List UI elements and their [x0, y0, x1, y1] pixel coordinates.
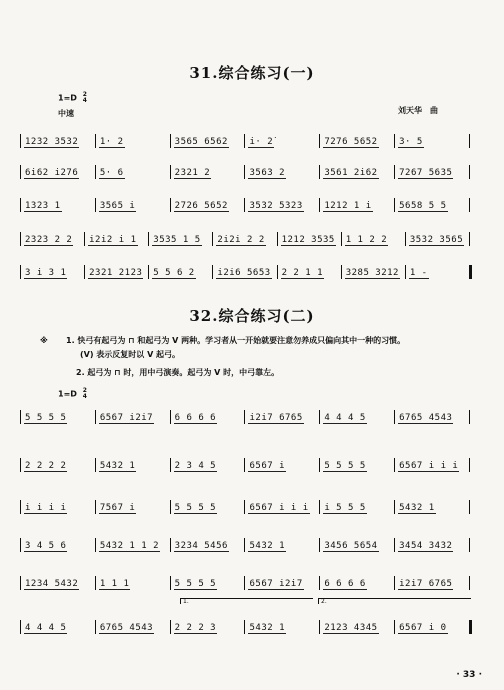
score-line [20, 410, 470, 424]
notes: 3535 1 5 [153, 235, 201, 245]
notes: 1· 2 [99, 137, 124, 147]
notes: 3532 3565 [409, 235, 464, 245]
notes: 7267 5635 [399, 168, 453, 178]
notes: 5 5 5 5 [174, 579, 217, 589]
score-line [20, 232, 470, 246]
notes: i2i7 6765 [399, 579, 453, 589]
measure [320, 458, 395, 472]
notes: 1212 3535 [281, 235, 335, 245]
score-line [20, 538, 470, 552]
measure [171, 410, 246, 424]
time-top: 2 [82, 387, 87, 394]
time-bottom: 4 [82, 393, 87, 400]
notes: 5432 1 [249, 541, 285, 551]
notes: 3 i 3 1 [25, 268, 67, 278]
notes: 7276 5652 [324, 137, 378, 147]
notes: 5 5 5 5 [324, 461, 366, 471]
notes: 5432 1 1 2 [99, 541, 160, 551]
notes: 6i62 i276 [25, 168, 79, 178]
measure [406, 265, 469, 279]
measure [395, 500, 469, 514]
measure [213, 265, 277, 279]
time-top: 2 [82, 91, 87, 98]
notes: 2 2 2 2 [25, 461, 67, 471]
piece31-key [58, 92, 87, 104]
notes: 5 5 6 2 [153, 268, 195, 278]
notes: 3· 5 [399, 137, 423, 147]
notes: 2 3 4 5 [174, 461, 217, 471]
measure [245, 165, 320, 179]
measure [395, 620, 469, 634]
measure [21, 265, 85, 279]
notes: 4 4 4 5 [25, 623, 67, 633]
volta-1: 1. [180, 598, 313, 604]
notes: i· 2̇ [249, 137, 274, 147]
score-line [20, 620, 472, 634]
notes: 2321 2123 [89, 268, 143, 278]
notes: 6567 i2i7 [249, 579, 303, 589]
page-number: · 33 · [456, 670, 482, 680]
measure [149, 232, 213, 246]
measure [395, 458, 469, 472]
measure [149, 265, 213, 279]
measure [171, 458, 246, 472]
measure [21, 410, 96, 424]
notes: 3234 5456 [174, 541, 228, 551]
notes: 6567 i2i7 [99, 413, 154, 423]
measure [96, 198, 171, 212]
notes: 6567 i i i [399, 461, 459, 471]
notes: 1 - [409, 268, 428, 278]
measure [342, 232, 406, 246]
measure [96, 165, 171, 179]
measure [21, 232, 85, 246]
notes: 6567 i [249, 461, 285, 471]
measure [278, 232, 342, 246]
measure [245, 538, 320, 552]
notes: 6 6 6 6 [174, 413, 217, 423]
notes: 2 2 2 3 [174, 623, 217, 633]
measure [245, 458, 320, 472]
notes: 1 1 1 [99, 579, 130, 589]
notes: 1323 1 [25, 201, 61, 211]
notes: i2i7 6765 [249, 413, 303, 423]
measure [171, 620, 246, 634]
key-signature: 1=D [58, 389, 77, 399]
measure [21, 165, 96, 179]
measure [395, 410, 469, 424]
notes: 3285 3212 [345, 268, 399, 278]
score-line [20, 134, 470, 148]
measure [395, 576, 469, 590]
measure [96, 410, 171, 424]
measure [245, 134, 320, 148]
measure [21, 538, 96, 552]
notes: 5· 6 [99, 168, 124, 178]
notes: i2i6 5653 [217, 268, 271, 278]
notes: 6567 i i i [249, 503, 309, 513]
measure [320, 198, 395, 212]
score-line [20, 500, 470, 514]
measure [245, 620, 320, 634]
piece32-key [58, 388, 87, 400]
measure [21, 134, 96, 148]
notes: 5 5 5 5 [174, 503, 217, 513]
measure [320, 620, 395, 634]
key-signature: 1=D [58, 93, 77, 103]
notes: 4 4 4 5 [324, 413, 366, 423]
measure [171, 538, 246, 552]
notes: 2323 2 2 [25, 235, 73, 245]
notes: 1232 3532 [25, 137, 79, 147]
measure [85, 265, 149, 279]
score-line [20, 576, 470, 590]
note-2: 2. 起弓为 ⊓ 时，用中弓演奏。起弓为 V 时，中弓靠左。 [76, 368, 280, 377]
measure [395, 538, 469, 552]
measure [245, 198, 320, 212]
notes: 6567 i 0 [399, 623, 447, 633]
measure [278, 265, 342, 279]
measure [96, 576, 171, 590]
measure [85, 232, 149, 246]
measure [96, 458, 171, 472]
measure [171, 198, 246, 212]
score-line [20, 265, 472, 279]
measure [342, 265, 406, 279]
notes: 3 4 5 6 [25, 541, 67, 551]
score-line [20, 458, 470, 472]
notes: 1234 5432 [25, 579, 79, 589]
notes: 3565 6562 [174, 137, 228, 147]
notes: 3561 2i62 [324, 168, 378, 178]
notes: 3532 5323 [249, 201, 303, 211]
measure [320, 538, 395, 552]
notes: 3563 2 [249, 168, 285, 178]
measure [21, 576, 96, 590]
volta-2: 2. [318, 598, 471, 604]
notes: 6765 4543 [99, 623, 154, 633]
measure [245, 576, 320, 590]
measure [96, 620, 171, 634]
measure [96, 134, 171, 148]
measure [245, 500, 320, 514]
notes: 2123 4345 [324, 623, 378, 633]
notes: 2i2i 2 2 [217, 235, 265, 245]
notes: 6 6 6 6 [324, 579, 366, 589]
measure [171, 500, 246, 514]
measure [320, 410, 395, 424]
measure [320, 576, 395, 590]
notes: 2726 5652 [174, 201, 228, 211]
notes: i 5 5 5 [324, 503, 366, 513]
note-1b: (V) 表示反复时以 V 起弓。 [80, 350, 181, 359]
score-line [20, 198, 470, 212]
piece32-title: 32.综合练习(二) [189, 307, 315, 325]
notes: 2321 2 [174, 168, 211, 178]
notes: 3565 i [99, 201, 136, 211]
notes: 6765 4543 [399, 413, 453, 423]
notes: 1212 1 i [324, 201, 372, 211]
time-signature [83, 92, 87, 104]
notes: i i i i [25, 503, 67, 513]
measure [406, 232, 469, 246]
time-bottom: 4 [82, 97, 87, 104]
piece31-title: 31.综合练习(一) [189, 64, 315, 82]
measure [21, 620, 96, 634]
measure [171, 165, 246, 179]
notes: 3454 3432 [399, 541, 453, 551]
time-signature [83, 388, 87, 400]
measure [21, 198, 96, 212]
measure [21, 458, 96, 472]
measure [395, 165, 469, 179]
measure [96, 500, 171, 514]
notes: 5432 1 [249, 623, 285, 633]
measure [395, 198, 469, 212]
piece31-tempo: 中速 [58, 109, 74, 118]
notes: 5 5 5 5 [25, 413, 67, 423]
notes: 2 2 1 1 [281, 268, 323, 278]
notes: 5658 5 5 [399, 201, 447, 211]
measure [320, 500, 395, 514]
note-1: 1. 快弓有起弓为 ⊓ 和起弓为 V 两种。学习者从一开始就要注意勿养成只偏向其中一种的习惯。 [66, 336, 406, 345]
measure [213, 232, 277, 246]
score-line [20, 165, 470, 179]
notes: 7567 i [99, 503, 136, 513]
measure [21, 500, 96, 514]
notes: 5432 1 [399, 503, 435, 513]
notes: 1 1 2 2 [345, 235, 388, 245]
measure [395, 134, 469, 148]
measure [171, 576, 246, 590]
notes: 5432 1 [99, 461, 136, 471]
notes: 3456 5654 [324, 541, 378, 551]
measure [245, 410, 320, 424]
piece31-composer: 刘天华 曲 [398, 106, 438, 115]
measure [96, 538, 171, 552]
notes: i2i2 i 1 [89, 235, 137, 245]
measure [320, 165, 395, 179]
note-mark: ※ [40, 336, 48, 345]
measure [171, 134, 246, 148]
measure [320, 134, 395, 148]
